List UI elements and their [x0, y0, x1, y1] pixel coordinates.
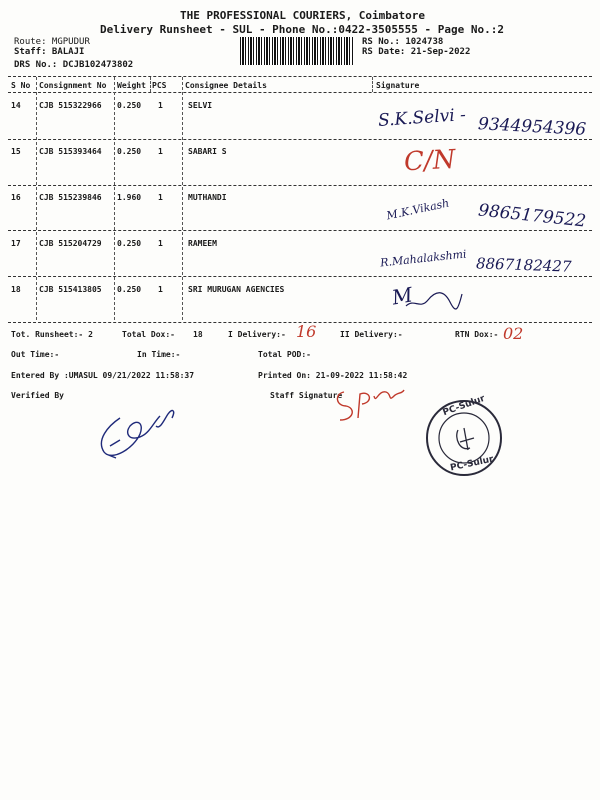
handwritten-signature: M.K.Vikash	[385, 196, 451, 223]
tot-runsheet: Tot. Runsheet:- 2	[11, 330, 93, 339]
table-row-consignee: SRI MURUGAN AGENCIES	[188, 285, 285, 294]
stamp-top-text: PC-Sulur	[441, 393, 487, 419]
verified-by-label: Verified By	[11, 391, 64, 400]
rs-number: RS No.: 1024738	[362, 37, 444, 47]
office-stamp	[424, 393, 504, 478]
staff-signature	[330, 382, 410, 428]
table-row-sno: 18	[11, 285, 21, 294]
company-title: THE PROFESSIONAL COURIERS, Coimbatore	[180, 9, 426, 22]
table-row-weight: 0.250	[117, 285, 142, 294]
col-divider	[372, 77, 373, 92]
table-row-consignee: MUTHANDI	[188, 193, 227, 202]
handwritten-signature: S.K.Selvi -	[377, 104, 467, 132]
barcode	[240, 37, 354, 65]
col-divider	[114, 77, 115, 320]
col-divider	[150, 77, 151, 92]
total-dox-value: 18	[193, 330, 203, 339]
runsheet-subtitle: Delivery Runsheet - SUL - Phone No.:0422-3505555 - Page No.:2	[100, 23, 504, 36]
handwritten-signature: R.Mahalakshmi	[379, 247, 468, 270]
table-row-consignment: CJB 515413805	[39, 285, 102, 294]
rtn-dox-label: RTN Dox:-	[455, 330, 499, 339]
table-row-pcs: 1	[158, 101, 163, 110]
table-row-sno: 16	[11, 193, 21, 202]
table-top-rule	[8, 76, 592, 77]
table-row-consignee: RAMEEM	[188, 239, 217, 248]
table-row-weight: 0.250	[117, 239, 142, 248]
staff-signature-label: Staff Signature	[270, 391, 343, 400]
col-header-consignment: Consignment No	[39, 81, 107, 90]
ii-delivery-label: II Delivery:-	[340, 330, 403, 339]
table-header-rule	[8, 92, 592, 93]
table-row-weight: 1.960	[117, 193, 142, 202]
total-pod: Total POD:-	[258, 350, 311, 359]
table-row-consignment: CJB 515322966	[39, 101, 102, 110]
row-rule	[8, 185, 592, 186]
handwritten-signature: C/N	[403, 144, 457, 178]
entered-by: Entered By :UMASUL 09/21/2022 11:58:37	[11, 371, 195, 380]
in-time: In Time:-	[137, 350, 181, 359]
col-header-weight: Weight	[117, 81, 146, 90]
table-row-sno: 14	[11, 101, 21, 110]
table-row-sno: 15	[11, 147, 21, 156]
signature-scribble	[404, 280, 464, 314]
table-row-sno: 17	[11, 239, 21, 248]
handwritten-phone: 9344954396	[477, 114, 587, 140]
table-row-weight: 0.250	[117, 147, 142, 156]
printed-on: Printed On: 21-09-2022 11:58:42	[258, 371, 408, 380]
staff-label: Staff: BALAJI	[14, 47, 85, 57]
row-rule	[8, 276, 592, 277]
table-row-pcs: 1	[158, 285, 163, 294]
table-row-consignment: CJB 515239846	[39, 193, 102, 202]
out-time: Out Time:-	[11, 350, 60, 359]
handwritten-signature: M	[390, 282, 415, 310]
table-row-pcs: 1	[158, 193, 163, 202]
rtn-dox-handwritten: 02	[503, 324, 524, 343]
col-header-signature: Signature	[376, 81, 420, 90]
col-header-pcs: PCS	[152, 81, 167, 90]
total-dox-label: Total Dox:-	[122, 330, 175, 339]
col-header-sno: S No	[11, 81, 31, 90]
rs-date: RS Date: 21-Sep-2022	[362, 47, 471, 57]
row-rule	[8, 230, 592, 231]
table-row-pcs: 1	[158, 147, 163, 156]
table-row-pcs: 1	[158, 239, 163, 248]
i-delivery-handwritten: 16	[296, 322, 317, 341]
row-rule	[8, 139, 592, 140]
handwritten-phone: 8867182427	[475, 254, 572, 276]
col-divider	[182, 77, 183, 320]
table-row-weight: 0.250	[117, 101, 142, 110]
col-divider	[36, 77, 37, 320]
verifier-signature	[90, 396, 200, 466]
table-row-consignee: SELVI	[188, 101, 213, 110]
table-row-consignment: CJB 515393464	[39, 147, 102, 156]
col-header-consignee: Consignee Details	[185, 81, 267, 90]
i-delivery-label: I Delivery:-	[228, 330, 286, 339]
table-row-consignee: SABARI S	[188, 147, 227, 156]
handwritten-phone: 9865179522	[477, 200, 587, 232]
route-label: Route: MGPUDUR	[14, 37, 90, 47]
drs-number: DRS No.: DCJB102473802	[14, 60, 134, 70]
stamp-bottom-text: PC-Sulur	[449, 454, 495, 474]
table-row-consignment: CJB 515204729	[39, 239, 102, 248]
